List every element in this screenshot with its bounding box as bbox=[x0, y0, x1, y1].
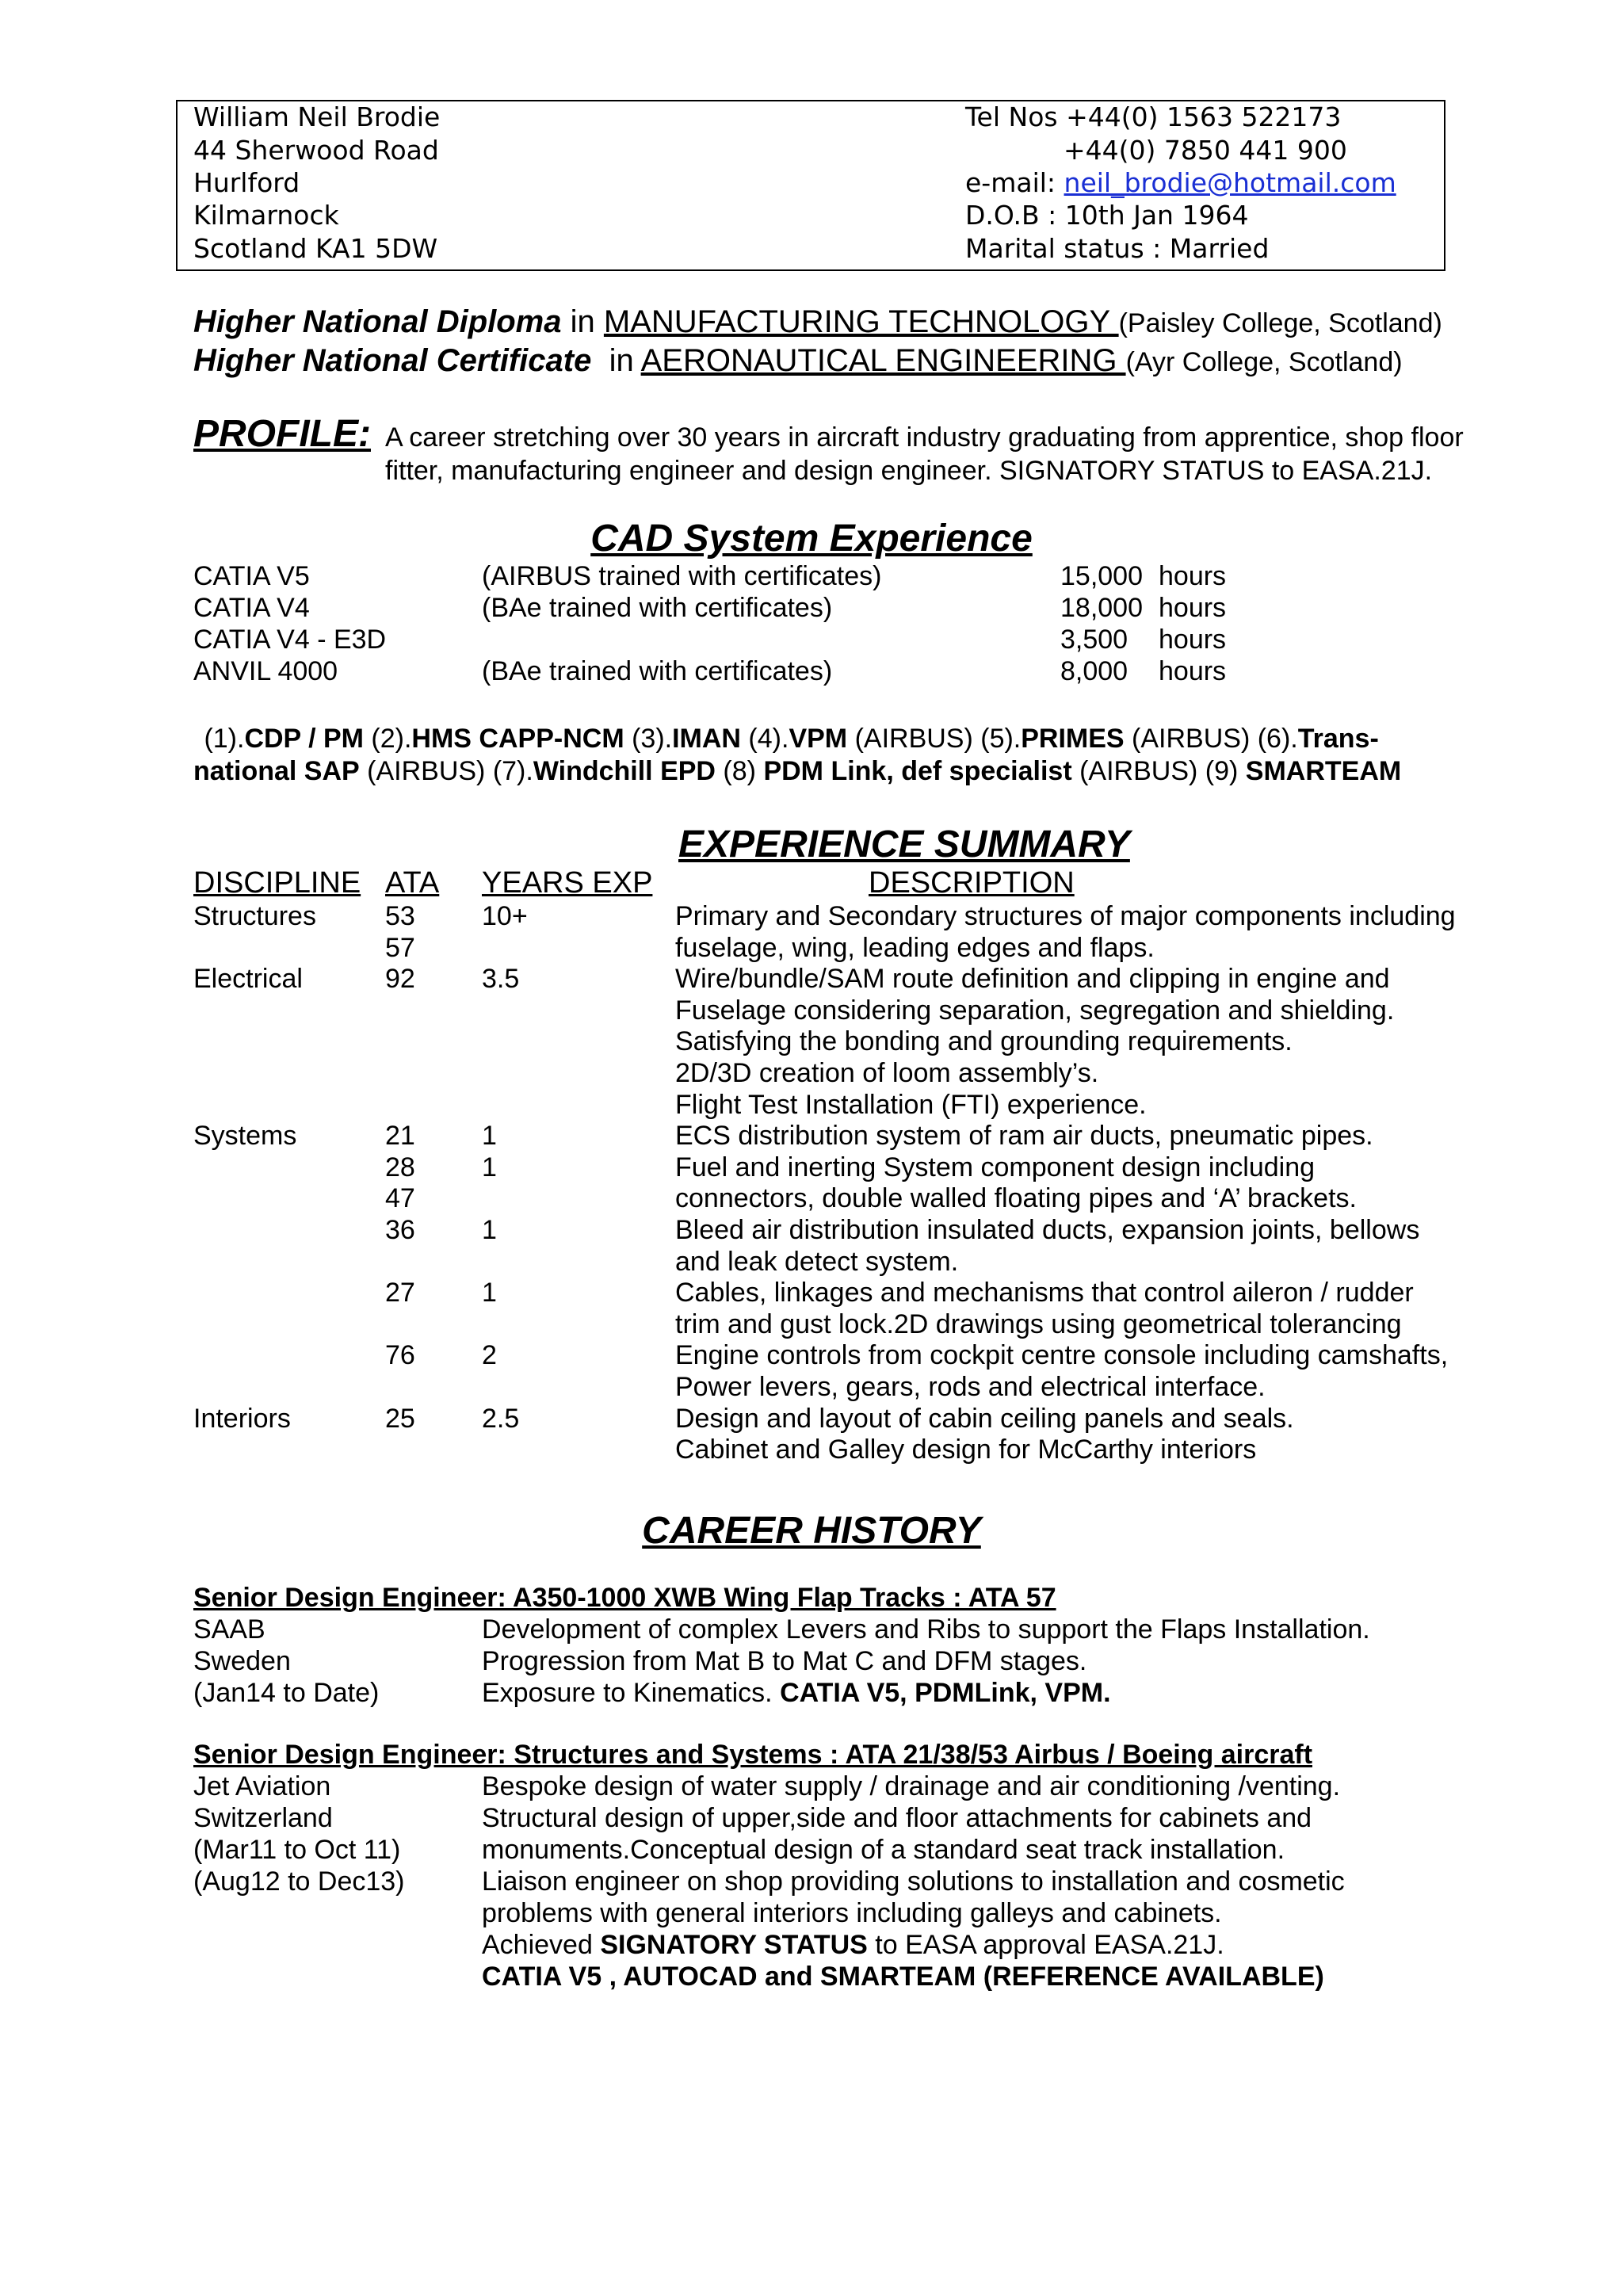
description-cell: Fuselage considering separation, segregation and shielding. bbox=[675, 995, 1395, 1026]
tel-number-1: +44(0) 1563 522173 bbox=[1066, 101, 1342, 132]
job-employer-info: Sweden bbox=[193, 1646, 291, 1676]
date-of-birth: D.O.B : 10th Jan 1964 bbox=[965, 200, 1249, 231]
ata-cell: 92 bbox=[385, 964, 415, 995]
years-cell: 1 bbox=[482, 1215, 497, 1245]
cad-hours-unit: hours bbox=[1159, 656, 1227, 686]
pdm-system-text: (AIRBUS) (5). bbox=[847, 724, 1022, 754]
job-description-text: CATIA V5 , AUTOCAD and SMARTEAM (REFERENCE AVAILABLE) bbox=[482, 1962, 1324, 1992]
tel-label: Tel Nos bbox=[965, 101, 1058, 132]
job-description-text: Progression from Mat B to Mat C and DFM stages. bbox=[482, 1646, 1087, 1676]
job-heading: Senior Design Engineer: Structures and Systems : ATA 21/38/53 Airbus / Boeing aircraft bbox=[193, 1740, 1313, 1770]
ata-cell: 57 bbox=[385, 932, 415, 963]
ata-cell: 76 bbox=[385, 1340, 415, 1371]
description-cell: fuselage, wing, leading edges and flaps. bbox=[675, 932, 1155, 963]
description-cell: Engine controls from cockpit centre console including camshafts, bbox=[675, 1340, 1449, 1371]
candidate-name: William Neil Brodie bbox=[193, 101, 441, 132]
pdm-system-text: Windchill EPD bbox=[533, 756, 716, 786]
pdm-system-text: PRIMES bbox=[1021, 724, 1125, 754]
marital-status: Marital status : Married bbox=[965, 233, 1270, 264]
description-cell: and leak detect system. bbox=[675, 1246, 959, 1277]
address-line: Scotland KA1 5DW bbox=[193, 233, 438, 264]
ata-header: ATA bbox=[385, 866, 440, 900]
email-link[interactable]: neil_brodie@hotmail.com bbox=[1064, 167, 1396, 198]
discipline-header: DISCIPLINE bbox=[193, 866, 361, 900]
pdm-system-text: (1). bbox=[197, 724, 245, 754]
cad-system: CATIA V5 bbox=[193, 561, 310, 591]
job-description-line bbox=[482, 1929, 1224, 1961]
ata-cell: 21 bbox=[385, 1121, 415, 1152]
description-cell: ECS distribution system of ram air ducts, pneumatic pipes. bbox=[675, 1121, 1373, 1152]
discipline-cell: Electrical bbox=[193, 964, 303, 995]
cad-training-note: (BAe trained with certificates) bbox=[482, 656, 833, 686]
qualification-hnc bbox=[193, 342, 1403, 381]
description-cell: trim and gust lock.2D drawings using geometrical tolerancing bbox=[675, 1308, 1402, 1339]
pdm-system-text: (2). bbox=[363, 724, 412, 754]
job-employer-info: (Jan14 to Date) bbox=[193, 1678, 380, 1708]
award-subject: AERONAUTICAL ENGINEERING bbox=[640, 343, 1126, 378]
telephone-line bbox=[965, 101, 1341, 133]
pdm-system-text: CDP / PM bbox=[244, 724, 364, 754]
description-cell: Cables, linkages and mechanisms that control aileron / rudder bbox=[675, 1278, 1414, 1308]
years-exp-header: YEARS EXP bbox=[482, 866, 653, 900]
pdm-system-text: IMAN bbox=[672, 724, 741, 754]
ata-cell: 25 bbox=[385, 1403, 415, 1434]
years-cell: 1 bbox=[482, 1121, 497, 1152]
description-cell: Wire/bundle/SAM route definition and clipping in engine and bbox=[675, 964, 1390, 995]
job-employer-info: Switzerland bbox=[193, 1803, 333, 1833]
description-cell: Flight Test Installation (FTI) experience. bbox=[675, 1089, 1147, 1120]
address-line: Kilmarnock bbox=[193, 200, 339, 231]
cad-section-title: CAD System Experience bbox=[590, 518, 1033, 560]
years-cell: 1 bbox=[482, 1152, 497, 1182]
years-cell: 2.5 bbox=[482, 1403, 520, 1434]
pdm-systems-line bbox=[193, 755, 1401, 787]
job-description-line bbox=[482, 1897, 1222, 1929]
job-description-text: problems with general interiors including galleys and cabinets. bbox=[482, 1898, 1222, 1928]
job-description-text: Achieved bbox=[482, 1930, 601, 1960]
tel-number-2: +44(0) 7850 441 900 bbox=[1064, 135, 1347, 166]
years-cell: 1 bbox=[482, 1278, 497, 1308]
job-description-line bbox=[482, 1677, 1111, 1709]
job-description-line bbox=[482, 1771, 1340, 1802]
profile-label: PROFILE: bbox=[193, 413, 371, 455]
ata-cell: 47 bbox=[385, 1183, 415, 1214]
cad-hours-value: 3,500 bbox=[1060, 625, 1128, 655]
email-line bbox=[965, 167, 1396, 199]
email-label: e-mail: bbox=[965, 167, 1056, 198]
job-description-line bbox=[482, 1961, 1324, 1992]
career-section-title: CAREER HISTORY bbox=[642, 1510, 981, 1552]
profile-text-line: A career stretching over 30 years in aircraft industry graduating from apprentice, shop floor bbox=[385, 422, 1464, 453]
description-cell: Primary and Secondary structures of major components including bbox=[675, 901, 1456, 931]
description-cell: 2D/3D creation of loom assembly’s. bbox=[675, 1058, 1099, 1088]
pdm-system-text: (8) bbox=[715, 756, 764, 786]
job-employer-info: SAAB bbox=[193, 1614, 265, 1645]
qualification-hnd bbox=[193, 303, 1442, 342]
description-cell: Satisfying the bonding and grounding requirements. bbox=[675, 1026, 1293, 1057]
cad-hours-unit: hours bbox=[1159, 625, 1227, 655]
award-title: Higher National Certificate bbox=[193, 343, 592, 378]
job-description-text: monuments.Conceptual design of a standard seat track installation. bbox=[482, 1835, 1285, 1865]
job-description-line bbox=[482, 1614, 1370, 1645]
pdm-system-text: (3). bbox=[624, 724, 673, 754]
description-cell: Design and layout of cabin ceiling panels and seals. bbox=[675, 1403, 1294, 1434]
cad-hours-unit: hours bbox=[1159, 593, 1227, 623]
experience-section-title: EXPERIENCE SUMMARY bbox=[678, 823, 1130, 865]
profile-text-line: fitter, manufacturing engineer and design engineer. SIGNATORY STATUS to EASA.21J. bbox=[385, 456, 1433, 486]
ata-cell: 36 bbox=[385, 1215, 415, 1245]
cad-hours-value: 15,000 bbox=[1060, 561, 1143, 591]
award-in: in bbox=[570, 304, 595, 339]
ata-cell: 53 bbox=[385, 901, 415, 931]
pdm-system-text: (AIRBUS) (7). bbox=[359, 756, 533, 786]
award-subject: MANUFACTURING TECHNOLOGY bbox=[603, 304, 1119, 339]
address-line: Hurlford bbox=[193, 167, 300, 198]
cad-training-note: (BAe trained with certificates) bbox=[482, 593, 833, 623]
cad-hours-value: 8,000 bbox=[1060, 656, 1128, 686]
job-description-text: Development of complex Levers and Ribs to support the Flaps Installation. bbox=[482, 1614, 1370, 1645]
job-description-text: Liaison engineer on shop providing solutions to installation and cosmetic bbox=[482, 1866, 1345, 1897]
job-description-line bbox=[482, 1645, 1086, 1677]
award-in: in bbox=[609, 343, 634, 378]
years-cell: 2 bbox=[482, 1340, 497, 1371]
job-description-text: Structural design of upper,side and floor attachments for cabinets and bbox=[482, 1803, 1312, 1833]
discipline-cell: Structures bbox=[193, 901, 316, 931]
pdm-system-text: VPM bbox=[789, 724, 848, 754]
pdm-system-text: (4). bbox=[740, 724, 789, 754]
cad-system: CATIA V4 - E3D bbox=[193, 625, 387, 655]
job-description-line bbox=[482, 1866, 1345, 1897]
job-description-text: to EASA approval EASA.21J. bbox=[867, 1930, 1224, 1960]
cad-system: CATIA V4 bbox=[193, 593, 310, 623]
job-employer-info: (Aug12 to Dec13) bbox=[193, 1866, 405, 1897]
job-description-text: SIGNATORY STATUS bbox=[600, 1930, 868, 1960]
job-heading: Senior Design Engineer: A350-1000 XWB Wing Flap Tracks : ATA 57 bbox=[193, 1583, 1056, 1613]
pdm-systems-line bbox=[197, 723, 1379, 755]
job-description-text: Exposure to Kinematics. bbox=[482, 1678, 781, 1708]
award-college: (Ayr College, Scotland) bbox=[1125, 347, 1403, 377]
ata-cell: 28 bbox=[385, 1152, 415, 1182]
pdm-system-text: Trans- bbox=[1297, 724, 1379, 754]
job-description-text: Bespoke design of water supply / drainage and air conditioning /venting. bbox=[482, 1771, 1341, 1801]
job-employer-info: (Mar11 to Oct 11) bbox=[193, 1835, 401, 1865]
description-cell: Power levers, gears, rods and electrical interface. bbox=[675, 1372, 1266, 1402]
job-employer-info: Jet Aviation bbox=[193, 1771, 331, 1801]
cad-hours-unit: hours bbox=[1159, 561, 1227, 591]
pdm-system-text: HMS CAPP-NCM bbox=[411, 724, 624, 754]
discipline-cell: Systems bbox=[193, 1121, 297, 1152]
description-cell: Fuel and inerting System component design including bbox=[675, 1152, 1316, 1182]
cad-system: ANVIL 4000 bbox=[193, 656, 338, 686]
cad-hours-value: 18,000 bbox=[1060, 593, 1143, 623]
address-line: 44 Sherwood Road bbox=[193, 135, 439, 166]
award-title: Higher National Diploma bbox=[193, 304, 562, 339]
discipline-cell: Interiors bbox=[193, 1403, 291, 1434]
description-header: DESCRIPTION bbox=[869, 866, 1075, 900]
years-cell: 10+ bbox=[482, 901, 528, 931]
pdm-system-text: national SAP bbox=[193, 756, 360, 786]
pdm-system-text: (AIRBUS) (6). bbox=[1124, 724, 1298, 754]
cad-training-note: (AIRBUS trained with certificates) bbox=[482, 561, 882, 591]
job-description-line bbox=[482, 1834, 1285, 1866]
years-cell: 3.5 bbox=[482, 964, 520, 995]
ata-cell: 27 bbox=[385, 1278, 415, 1308]
description-cell: connectors, double walled floating pipes and ‘A’ brackets. bbox=[675, 1183, 1357, 1214]
description-cell: Cabinet and Galley design for McCarthy interiors bbox=[675, 1435, 1257, 1465]
job-description-line bbox=[482, 1802, 1312, 1834]
award-college: (Paisley College, Scotland) bbox=[1118, 308, 1442, 338]
job-description-text: CATIA V5, PDMLink, VPM. bbox=[780, 1678, 1111, 1708]
pdm-system-text: PDM Link, def specialist bbox=[763, 756, 1072, 786]
pdm-system-text: SMARTEAM bbox=[1245, 756, 1402, 786]
description-cell: Bleed air distribution insulated ducts, expansion joints, bellows bbox=[675, 1215, 1420, 1245]
pdm-system-text: (AIRBUS) (9) bbox=[1071, 756, 1246, 786]
